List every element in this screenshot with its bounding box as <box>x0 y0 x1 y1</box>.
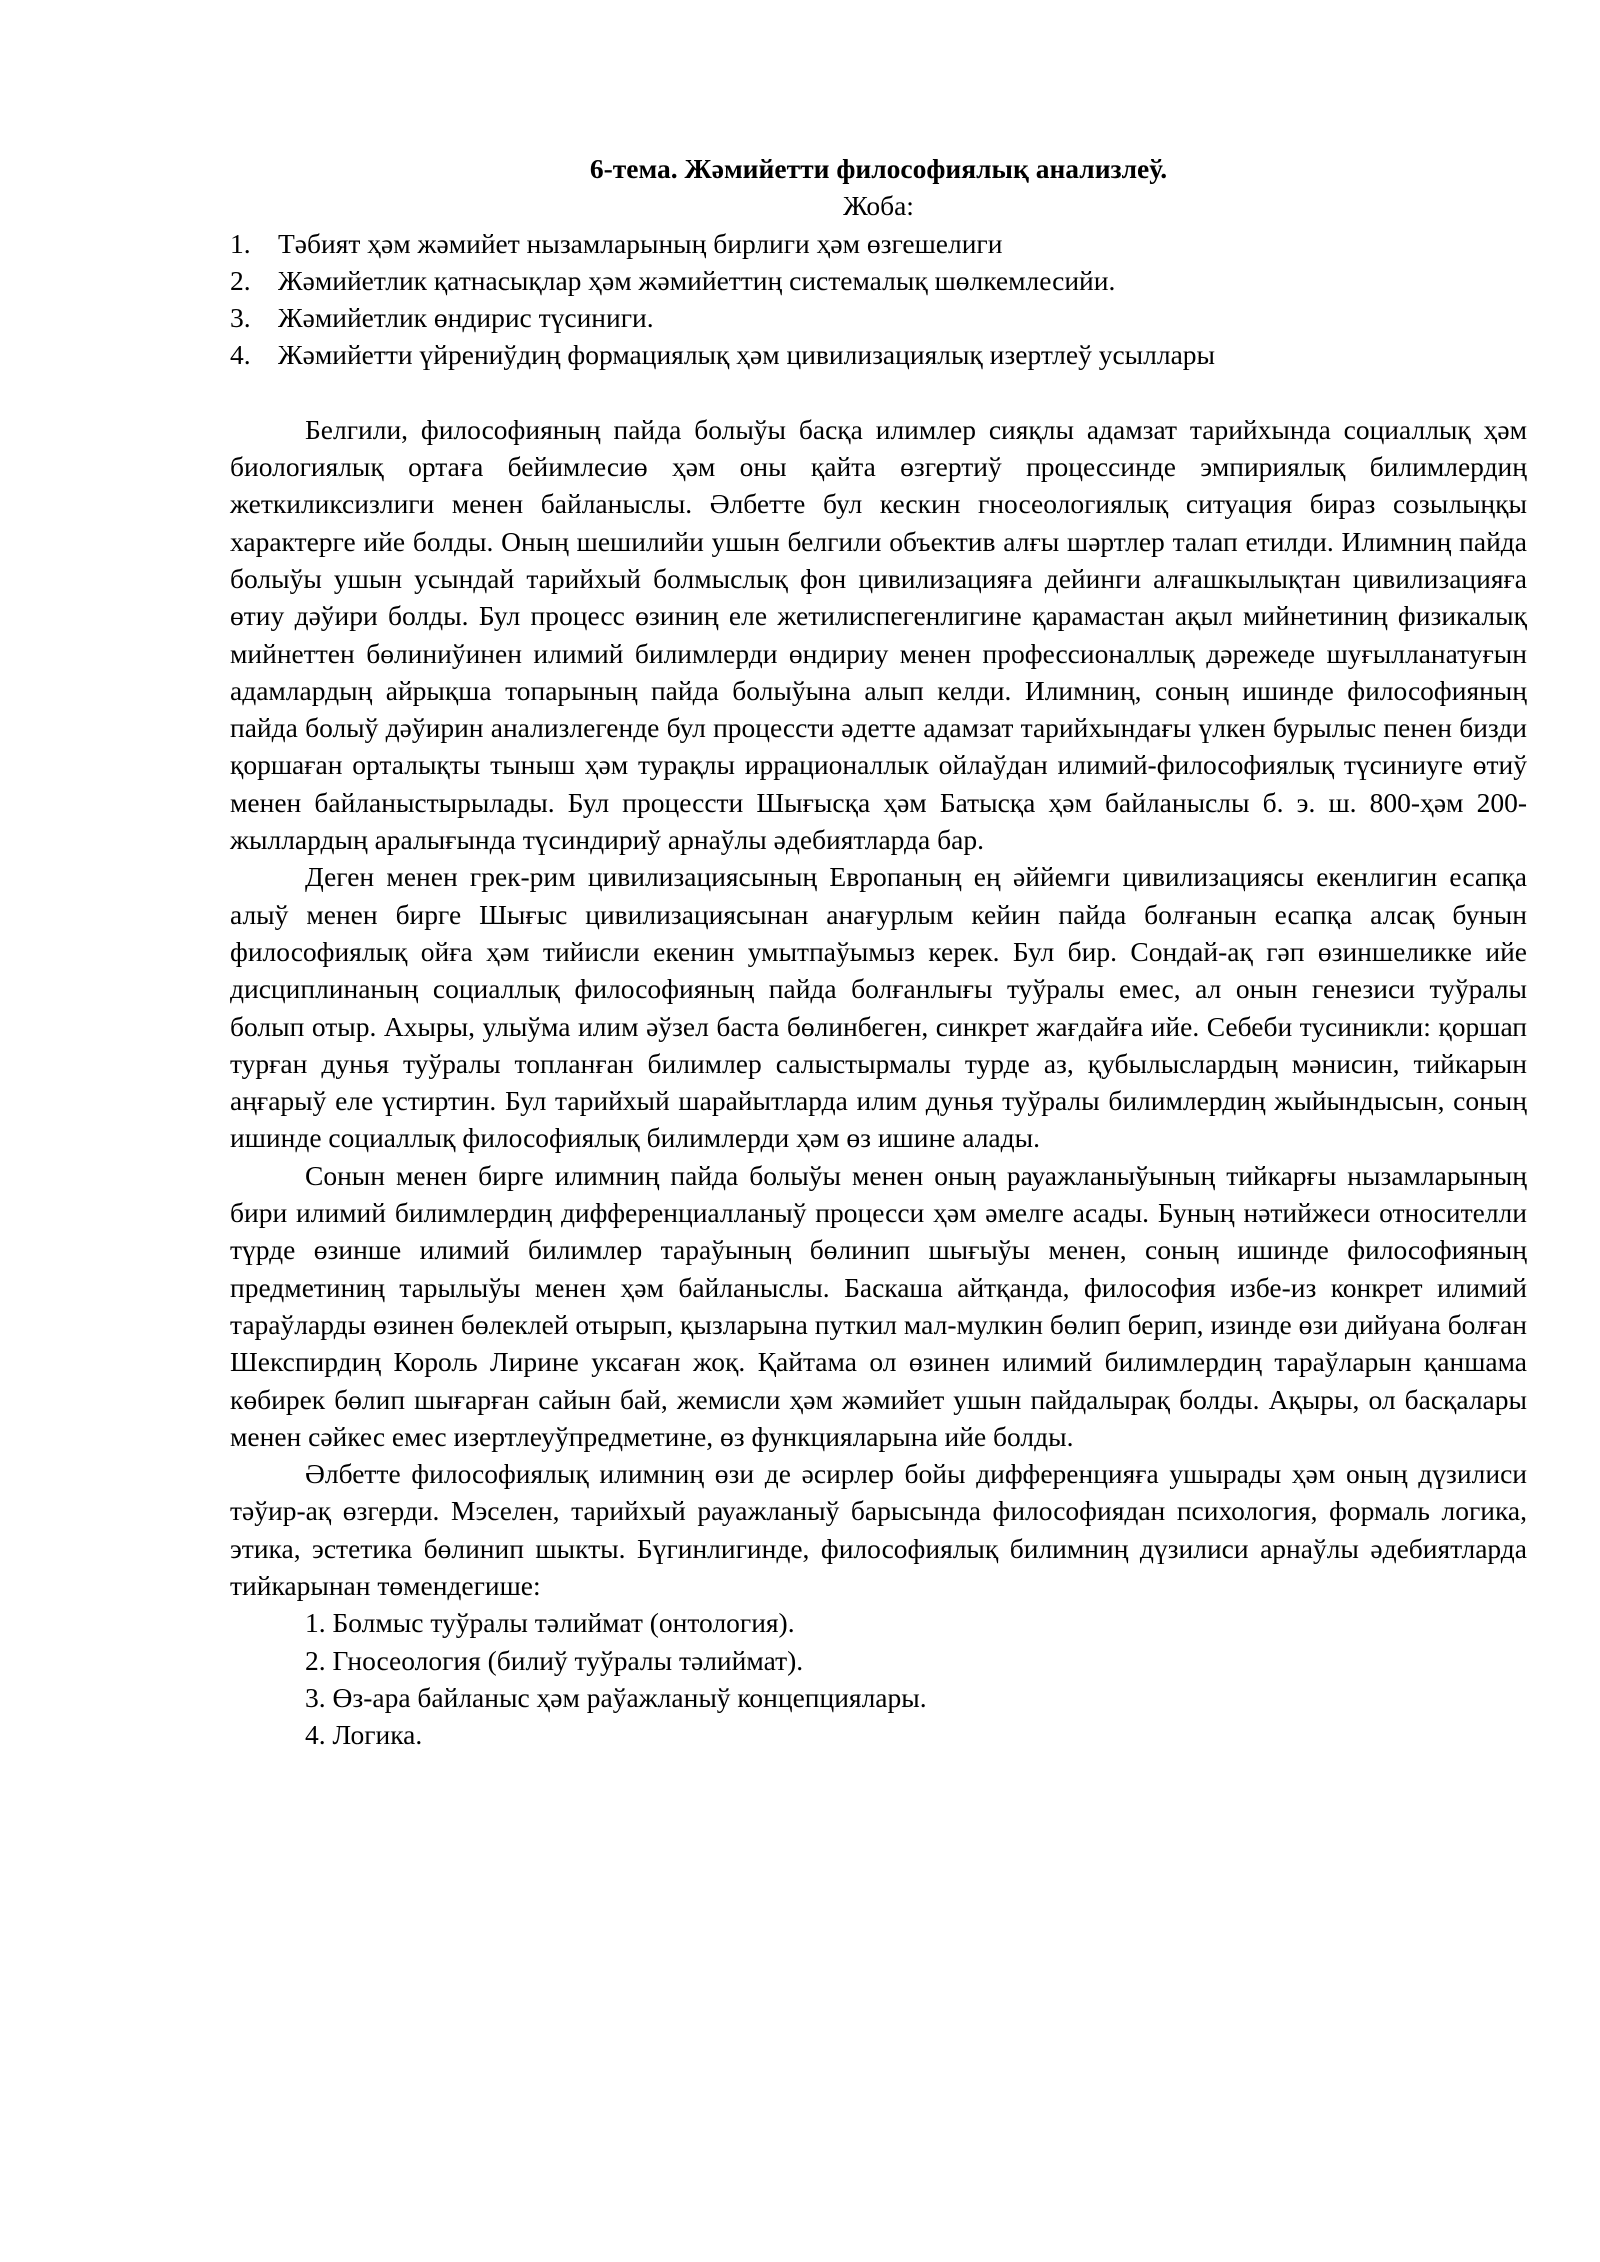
plan-item-number: 4. <box>230 339 251 371</box>
plan-item <box>230 225 1527 262</box>
plan-item-text: Тәбият ҳәм жәмийет нызамларының бирлиги ҳәм өзгешелиги <box>278 227 1003 259</box>
plan-item <box>230 299 1527 336</box>
plan-item-number: 2. <box>230 264 251 296</box>
body-paragraph: Әлбетте философиялық илимниң өзи де әсирлер бойы дифференцияға ушырады ҳәм оның дүзилиси тәўир-ақ өзгерди. Мэселен, тарийхый рауажланыў барысында философиядан психология, формаль логика, этика, эстетика бөлинип шыкты. Бүгинлигинде, философиялық билимниң дүзилиси арнаўлы әдебиятларда тийкарынан төмендегише: <box>230 1458 1527 1601</box>
plan-item <box>230 262 1527 299</box>
enum-item: 1. Болмыс туўралы тәлиймат (онтология). <box>305 1607 795 1639</box>
plan-item-number: 1. <box>230 227 251 259</box>
spacer <box>230 374 1527 411</box>
enum-list <box>230 1604 1527 1753</box>
plan-item-text: Жәмийетлик өндирис түсиниги. <box>278 302 654 334</box>
document-page <box>230 150 1527 1753</box>
enum-item: 4. Логика. <box>305 1719 423 1751</box>
document-title: 6-тема. Жәмийетти философиялық анализлеў. <box>589 153 1168 184</box>
enum-item: 3. Өз-ара байланыс ҳәм раўажланыў концепциялары. <box>305 1681 927 1713</box>
plan-item-number: 3. <box>230 302 251 334</box>
body-paragraph: Белгили, философияның пайда болыўы басқа илимлер сияқлы адамзат тарийхында социаллық ҳәм биологиялық ортаға бейимлесиө ҳәм оны қайта өзгертиў процессинде эмпириялық билимлердиң жеткиликсизлиги менен байланыслы. Әлбетте бул кескин гносеологиялық ситуация бираз созылыңқы характерге ийе болды. Оның шешилийи ушын белгили объектив алғы шәртлер талап етилди. Илимниң пайда болыўы ушын усындай тарийхый болмыслық фон цивилизацияға дейинги алғашкылықтан цивилизацияға өтиу дәўири болды. Бул процесс өзиниң еле жетилиспегенлигине қарамастан ақыл мийнетиниң физикалық мийнеттен бөлиниўинен илимий билимлерди өндириу менен профессионаллық дәрежеде шуғылланатуғын адамлардың айрықша топарының пайда болыўына алып келди. Илимниң, соның ишинде философияның пайда болыў дәўирин анализлегенде бул процессти әдетте адамзат тарийхындағы үлкен бурылыс пенен бизди қоршаған орталықты тыныш ҳәм турақлы иррационаллык ойлаўдан илимий-философиялық түсиниуге өтиў менен байланыстырылады. Бул процессти Шығысқа ҳәм Батысқа ҳәм байланыслы б. э. ш. 800-ҳәм 200- жыллардың аралығында түсиндириў арнаўлы әдебиятларда бар. <box>230 413 1527 856</box>
plan-list <box>230 225 1527 374</box>
body-paragraph: Сонын менен бирге илимниң пайда болыўы менен оның рауажланыўының тийкарғы нызамларының бири илимий билимлердиң дифференциалланыў процесси ҳәм әмелге асады. Буның нәтийжеси относителли түрде өзинше илимий билимлер тараўының бөлинип шығыўы менен, соның ишинде философияның предметиниң тарылыўы менен ҳәм байланыслы. Баскаша айтқанда, философия избе-из конкрет илимий тараўларды өзинен бөлеклей отырып, қызларына путкил мал-мулкин бөлип берип, изинде өзи дийуана болған Шекспирдиң Король Лирине уксаған жоқ. Қайтама ол өзинен илимий билимлердиң тараўларын қаншама көбирек бөлип шығарған сайын бай, жемисли ҳәм жәмийет ушын пайдалырақ болды. Ақыры, ол басқалары менен сәйкес емес изертлеуўпредметине, өз функцияларына ийе болды. <box>230 1159 1527 1452</box>
plan-item-text: Жәмийетти үйрениўдиң формациялық ҳәм цивилизациялық изертлеў усыллары <box>278 339 1216 371</box>
plan-heading: Жоба: <box>843 190 914 222</box>
body-paragraph: Деген менен грек-рим цивилизациясының Европаның ең әййемги цивилизациясы екенлигин есапқа алыў менен бирге Шығыс цивилизациясынан анағурлым кейин пайда болғанын есапқа алсақ бунын философиялық ойға ҳәм тийисли екенин умытпаўымыз керек. Бул бир. Сондай-ақ гәп өзиншеликке ийе дисциплинаның социаллық философияның пайда болғанлығы туўралы емес, ал онын генезиси туўралы болып отыр. Ахыры, улыўма илим әўзел баста бөлинбеген, синкрет жағдайға ийе. Себеби тусиникли: қоршап турған дунья туўралы топланған билимлер салыстырмалы турде аз, қубылыслардың мәнисин, тийкарын аңғарыў еле үстиртин. Бул тарийхый шарайытларда илим дунья туўралы билимлердиң жыйындысын, соның ишинде социаллық философиялық билимлерди ҳәм өз ишине алады. <box>230 861 1527 1154</box>
plan-item-text: Жәмийетлик қатнасықлар ҳәм жәмийеттиң системалық шөлкемлесийи. <box>278 264 1116 296</box>
plan-item <box>230 336 1527 373</box>
enum-item: 2. Гносеология (билиў туўралы тәлиймат). <box>305 1644 804 1676</box>
